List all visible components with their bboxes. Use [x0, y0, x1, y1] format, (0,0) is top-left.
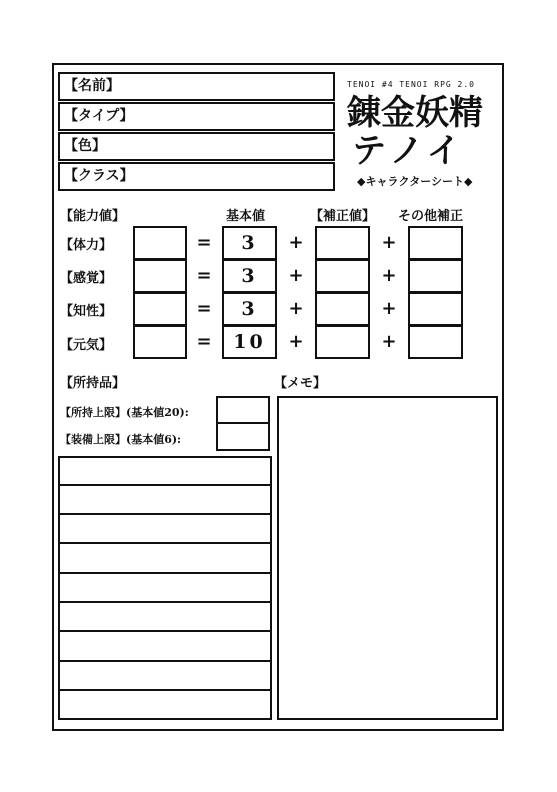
inventory-line — [60, 660, 271, 662]
plus-sign: + — [288, 232, 304, 253]
inventory-line — [60, 572, 271, 574]
inventory-list[interactable] — [58, 456, 272, 720]
equals-sign: = — [196, 298, 212, 319]
type-field[interactable]: 【タイプ】 — [58, 102, 335, 131]
inventory-line — [60, 689, 271, 691]
modifier-box[interactable] — [315, 226, 370, 260]
ability-total-box[interactable] — [133, 292, 187, 326]
plus-sign: + — [381, 331, 397, 352]
inventory-heading: 【所持品】 — [60, 376, 126, 391]
plus-sign: + — [288, 298, 304, 319]
inventory-line — [60, 513, 271, 515]
equals-sign: = — [196, 265, 212, 286]
plus-sign: + — [381, 265, 397, 286]
other-modifier-box[interactable] — [408, 226, 463, 260]
abilities-heading: 【能力値】 — [60, 209, 126, 224]
other-modifier-box[interactable] — [408, 292, 463, 326]
modifier-box[interactable] — [315, 325, 370, 359]
plus-sign: + — [381, 298, 397, 319]
ability-label: 【知性】 — [60, 304, 113, 319]
game-title-kana: テノイ — [352, 131, 467, 171]
other-modifier-box[interactable] — [408, 259, 463, 293]
inventory-line — [60, 630, 271, 632]
other-modifier-header: その他補正 — [398, 209, 464, 224]
ability-total-box[interactable] — [133, 259, 187, 293]
system-subtitle: TENOI #4 TENOI RPG 2.0 — [347, 80, 475, 89]
equip-limit-box[interactable] — [216, 422, 270, 451]
inventory-line — [60, 542, 271, 544]
game-title: 錬金妖精 — [347, 93, 483, 133]
ability-label: 【体力】 — [60, 238, 113, 253]
plus-sign: + — [288, 265, 304, 286]
equals-sign: = — [196, 232, 212, 253]
modifier-header: 【補正値】 — [310, 209, 376, 224]
ability-label: 【感覚】 — [60, 271, 113, 286]
ability-total-box[interactable] — [133, 226, 187, 260]
memo-box[interactable] — [277, 396, 498, 720]
ability-label: 【元気】 — [60, 338, 113, 353]
ability-total-box[interactable] — [133, 325, 187, 359]
sheet-label: ◆キャラクターシート◆ — [357, 175, 473, 188]
plus-sign: + — [381, 232, 397, 253]
modifier-box[interactable] — [315, 259, 370, 293]
class-field[interactable]: 【クラス】 — [58, 162, 335, 191]
equip-limit-label: 【装備上限】(基本値6): — [60, 433, 182, 446]
name-field[interactable]: 【名前】 — [58, 72, 335, 101]
carry-limit-box[interactable] — [216, 396, 270, 424]
base-value-box[interactable]: 10 — [222, 325, 277, 359]
other-modifier-box[interactable] — [408, 325, 463, 359]
base-value-header: 基本値 — [226, 209, 266, 224]
modifier-box[interactable] — [315, 292, 370, 326]
inventory-line — [60, 484, 271, 486]
plus-sign: + — [288, 331, 304, 352]
carry-limit-label: 【所持上限】(基本値20): — [60, 406, 189, 419]
color-field[interactable]: 【色】 — [58, 132, 335, 161]
base-value-box[interactable]: 3 — [222, 259, 277, 293]
equals-sign: = — [196, 331, 212, 352]
memo-heading: 【メモ】 — [274, 376, 327, 391]
base-value-box[interactable]: 3 — [222, 226, 277, 260]
base-value-box[interactable]: 3 — [222, 292, 277, 326]
inventory-line — [60, 601, 271, 603]
